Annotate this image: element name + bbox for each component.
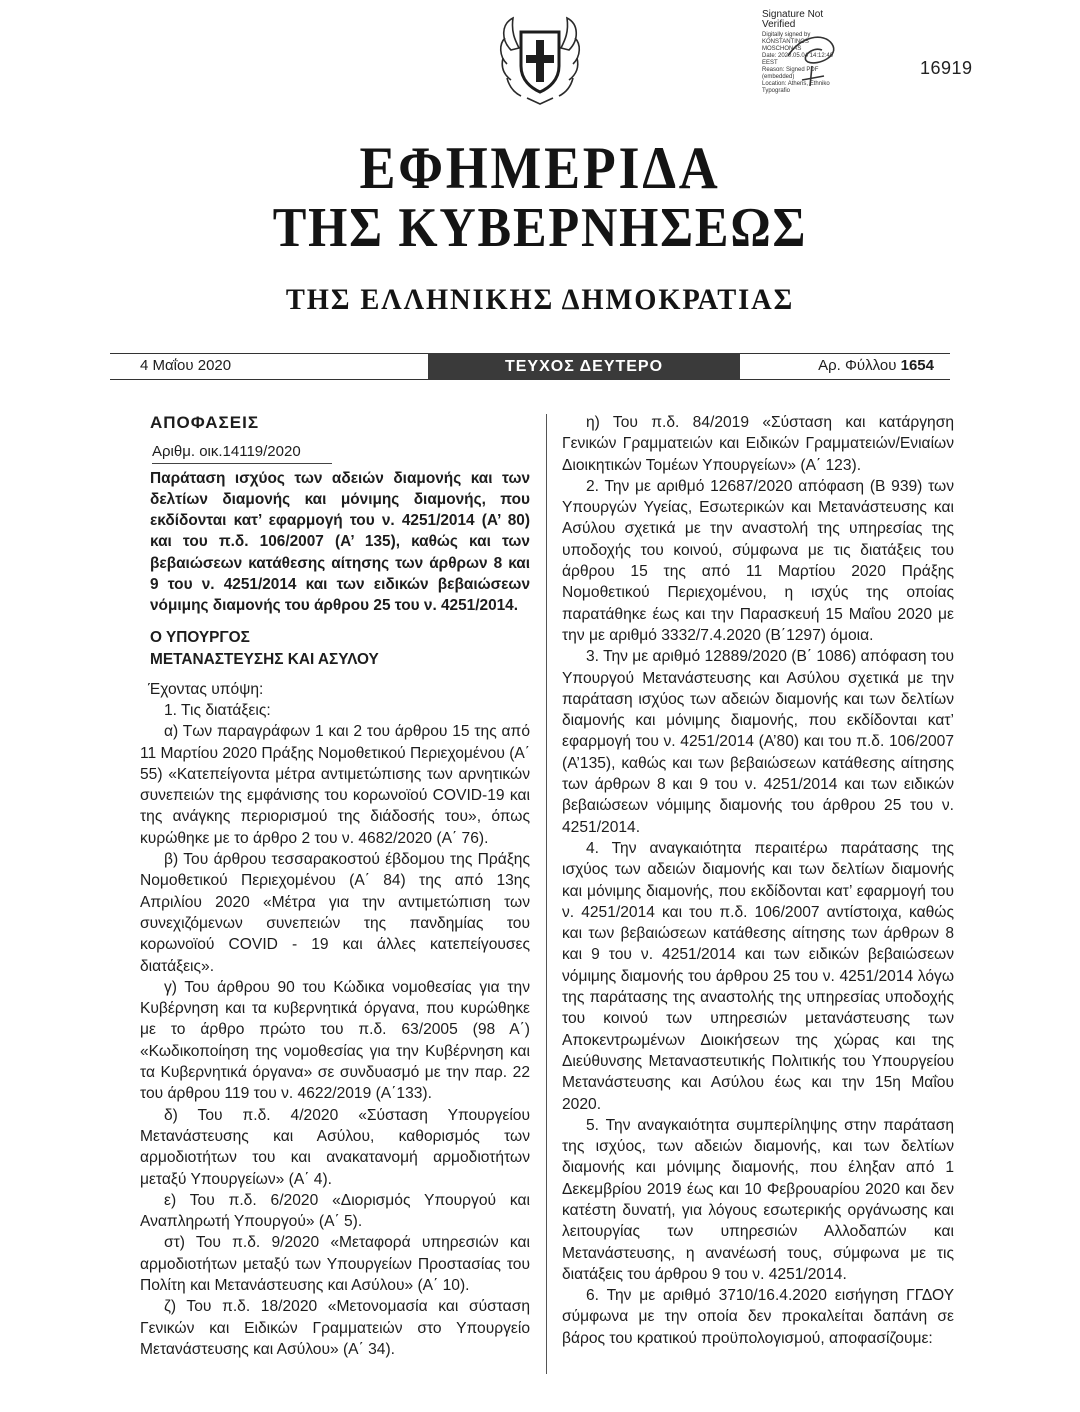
sheet-label: Αρ. Φύλλου: [818, 357, 897, 374]
provision-item: β) Του άρθρου τεσσαρακοστού έβδομου της Πράξης Νομοθετικού Περιεχομένου (Α΄ 84) της από 13ης Απριλίου 2020 «Μέτρα για την αντιμετώπιση των συνεχιζόμενων συνεπειών της πανδημίας του κορωνοϊού COVID - 19 και άλλες κατεπείγουσες διατάξεις».: [140, 851, 530, 975]
issue-bar: [110, 353, 950, 380]
signature-detail-line: MOSCHONAS: [762, 46, 802, 52]
provisions-heading: 1. Τις διατάξεις:: [164, 701, 271, 719]
recital-paragraph: 4. Την αναγκαιότητα περαιτέρω παράτασης της ισχύος των αδειών διαμονής και των δελτίων διαμονής και μόνιμης διαμονής, που εκδίδονται κατ’ εφαρμογή του ν. 4251/2014 και του π.δ. 106/2007 αντίστοιχα, καθώς και των βεβαιώσεων κατάθεσης αίτησης των άρθρων 8 και 9 του ν. 4251/2014 και των ειδικών βεβαιώσεων νόμιμης διαμονής του άρθρου 25 του ν. 4251/2014 λόγω της παράτασης της αναστολής της υπηρεσίας υποδοχής του κοινού των υπηρεσιών μετανάστευσης των Αποκεντρωμένων Διοικήσεων της χώρας και της Διεύθυνσης Μεταναστευτικής Πολιτικής του Υπουργείου Μετανάστευσης και Ασύλου έως και την 15η Μαΐου 2020.: [562, 839, 954, 1113]
signature-detail-line: (embedded): [762, 74, 795, 80]
masthead-republic: ΤΗΣ ΕΛΛΗΝΙΚΗΣ ΔΗΜΟΚΡΑΤΙΑΣ: [285, 283, 795, 316]
left-column: [140, 412, 530, 1360]
decision-title: Παράταση ισχύος των αδειών διαμονής και των δελτίων διαμονής και μόνιμης διαμονής, που εκδίδονται κατ’ εφαρμογή του ν. 4251/2014 (Α’ 80) και του π.δ. 106/2007 (Α’ 135), καθώς και των βεβαιώσεων κατάθεσης αίτησης των άρθρων 8 και 9 του ν. 4251/2014 και των ειδικών βεβαιώσεων νόμιμης διαμονής του άρθρου 25 του ν. 4251/2014.: [150, 469, 530, 615]
issue-type-badge: ΤΕΥΧΟΣ ΔΕΥΤΕΡΟ: [428, 353, 740, 380]
recital-paragraph: 6. Την με αριθμό 3710/16.4.2020 εισήγηση ΓΓΔΟΥ σύμφωνα με την οποία δεν προκαλείται δαπάνη σε βάρος του κρατικού προϋπολογισμού, αποφασίζουμε:: [562, 1287, 954, 1347]
sheet-number: 1654: [900, 357, 934, 374]
signature-detail-line: Reason: Signed PDF: [762, 67, 819, 73]
considering-line: Έχοντας υπόψη:: [148, 680, 264, 698]
signature-status: Verified: [762, 19, 796, 30]
signature-detail-line: Typografio: [762, 88, 791, 94]
signature-check-icon: [782, 22, 842, 92]
recital-paragraph: 3. Την με αριθμό 12889/2020 (Β΄ 1086) απόφαση του Υπουργού Μετανάστευσης και Ασύλου σχετικά με την παράταση ισχύος των αδειών διαμονής και των δελτίων διαμονής και μόνιμης διαμονής, που εκδίδονται κατ’ εφαρμογή του ν. 4251/2014 (Α’80) και του π.δ. 106/2007 (Α’135), καθώς και των βεβαιώσεων κατάθεσης αίτησης των άρθρων 8 και 9 του ν. 4251/2014 και των ειδικών βεβαιώσεων νόμιμης διαμονής του άρθρου 25 του ν. 4251/2014.: [562, 648, 954, 836]
signature-detail-line: KONSTANTINOS: [762, 39, 809, 45]
provision-item: γ) Του άρθρου 90 του Κώδικα νομοθεσίας για την Κυβέρνηση και τα κυβερνητικά όργανα, που κυρώθηκε με το άρθρο πρώτο του π.δ. 63/2005 (98 Α΄) «Κωδικοποίηση της νομοθεσίας για την Κυβέρνηση και τα Κυβερνητικά όργανα» σε συνδυασμό με την παρ. 22 του άρθρου 119 του ν. 4622/2019 (Α΄133).: [140, 978, 530, 1103]
provision-item: α) Των παραγράφων 1 και 2 του άρθρου 15 της από 11 Μαρτίου 2020 Πράξης Νομοθετικού Περιεχομένου (Α΄ 55) «Κατεπείγοντα μέτρα αντιμετώπισης των αρνητικών συνεπειών της εμφάνισης του κορωνοϊού COVID-19 και της ανάγκης περιορισμού της διάδοσής του», όπως κυρώθηκε με το άρθρο 2 του ν. 4682/2020 (Α΄ 76).: [140, 723, 530, 847]
digital-signature-stamp: [762, 10, 882, 118]
provision-item: δ) Του π.δ. 4/2020 «Σύσταση Υπουργείου Μετανάστευσης και Ασύλου, καθορισμός των αρμοδιοτήτων του και ανακατανομή αρμοδιοτήτων μεταξύ Υπουργείων» (Α΄ 4).: [140, 1106, 530, 1188]
minister-line: Ο ΥΠΟΥΡΓΟΣ: [150, 628, 250, 646]
column-divider: [546, 414, 547, 1374]
recital-paragraph: 5. Την αναγκαιότητα συμπερίληψης στην παράταση της ισχύος, των αδειών διαμονής, και των δελτίων διαμονής και μόνιμης διαμονής, που έληξαν από 1 Δεκεμβρίου 2019 έως και 10 Φεβρουαρίου 2020 και δεν κατέστη δυνατή, για λόγους εσωτερικής οργάνωσης και λειτουργίας των υπηρεσιών Αλλοδαπών και Μετανάστευσης, η ανανέωσή τους, σύμφωνα με τις διατάξεις του άρθρου 9 του ν. 4251/2014.: [562, 1116, 954, 1283]
signature-detail-line: Digitally signed by: [762, 32, 811, 38]
provision-item: η) Του π.δ. 84/2019 «Σύσταση και κατάργηση Γενικών Γραμματειών και Ειδικών Γραμματειών/Ενιαίων Διοικητικών Τομέων Υπουργείων» (Α΄ 123).: [562, 414, 954, 474]
greek-coat-of-arms-icon: [497, 10, 583, 108]
decision-reference: Αριθμ. οικ.14119/2020: [152, 441, 332, 463]
signature-detail-line: Location: Athens, Ethniko: [762, 81, 830, 87]
masthead-title: ΕΦΗΜΕΡΙΔΑ: [359, 135, 721, 201]
right-column: [562, 412, 954, 1349]
signature-detail-line: EEST: [762, 60, 778, 66]
issue-date: 4 Μαΐου 2020: [140, 357, 232, 374]
section-heading: ΑΠΟΦΑΣΕΙΣ: [150, 413, 260, 432]
provision-item: ε) Του π.δ. 6/2020 «Διορισμός Υπουργού και Αναπληρωτή Υπουργού» (Α΄ 5).: [140, 1191, 530, 1231]
masthead-subtitle: ΤΗΣ ΚΥΒΕΡΝΗΣΕΩΣ: [272, 197, 808, 259]
signature-title: Signature Not: [762, 9, 824, 20]
provision-item: στ) Του π.δ. 9/2020 «Μεταφορά υπηρεσιών και αρμοδιοτήτων μεταξύ των Υπουργείων Προστασίας του Πολίτη και Μετανάστευσης και Ασύλου» (Α΄ 10).: [140, 1234, 530, 1294]
provision-item: ζ) Του π.δ. 18/2020 «Μετονομασία και σύσταση Γενικών και Ειδικών Γραμματειών στο Υπουργείο Μετανάστευσης και Ασύλου» (Α΄ 34).: [140, 1298, 530, 1358]
page-number: 16919: [920, 58, 973, 78]
minister-heading: [150, 627, 530, 671]
recital-paragraph: 2. Την με αριθμό 12687/2020 απόφαση (Β 939) των Υπουργών Υγείας, Εσωτερικών και Μετανάστευσης και Ασύλου σχετικά με την αναστολή της υπηρεσίας της υποδοχής του κοινού, σύμφωνα με τις διατάξεις του άρθρου 15 της από 11 Μαρτίου 2020 Πράξης Νομοθετικού Περιεχομένου, η ισχύς της οποίας παρατάθηκε έως και την Παρασκευή 15 Μαΐου 2020 με την με αριθμό 3332/7.4.2020 (Β΄1297) όμοια.: [562, 477, 954, 644]
signature-detail-line: Date: 2020.05.04 14:12:40: [762, 53, 834, 59]
issue-sheet-number: [818, 357, 934, 374]
ministry-name: ΜΕΤΑΝΑΣΤΕΥΣΗΣ ΚΑΙ ΑΣΥΛΟΥ: [150, 650, 379, 668]
